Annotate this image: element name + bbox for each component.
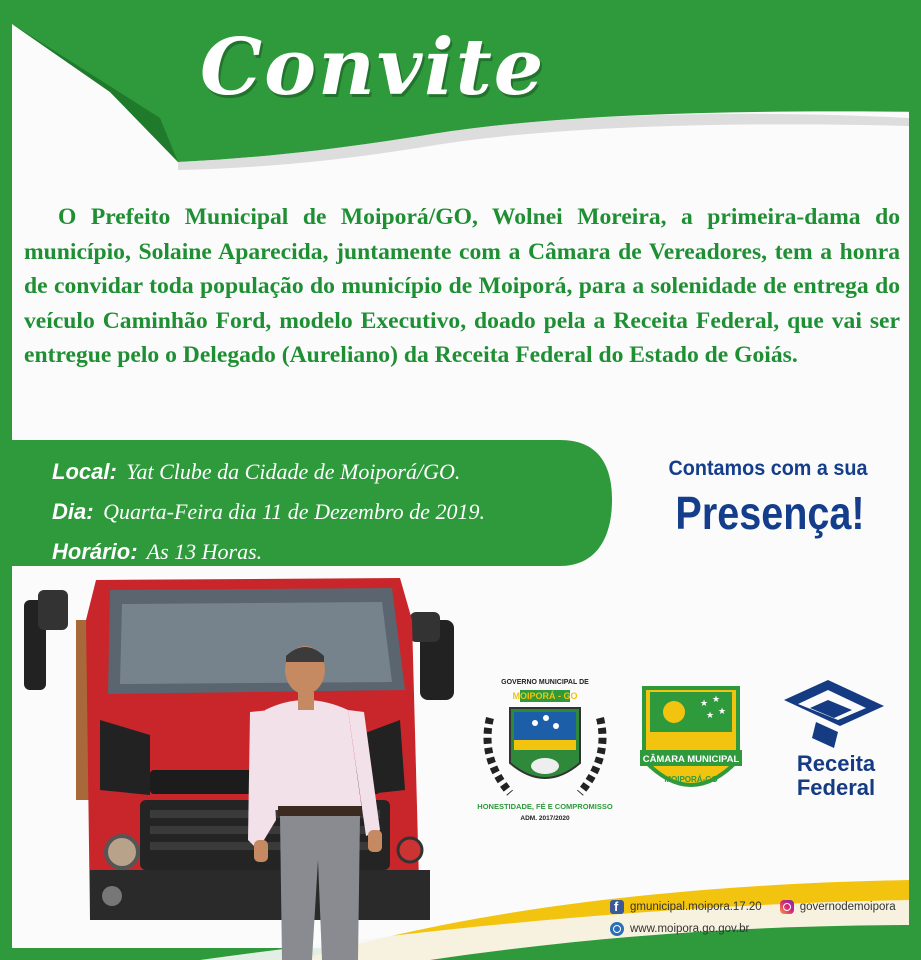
footer-social-row [610, 896, 896, 918]
globe-icon [610, 922, 624, 936]
governo-adm-text: ADM. 2017/2020 [520, 815, 570, 822]
svg-text:★: ★ [718, 707, 727, 717]
footer-contacts [610, 896, 896, 940]
governo-top-text: GOVERNO MUNICIPAL DE [501, 679, 589, 686]
facebook-icon [610, 900, 624, 914]
receita-line-2: Federal [796, 775, 876, 800]
location-value: Yat Clube da Cidade de Moiporá/GO. [126, 459, 461, 484]
event-details [52, 452, 485, 572]
date-value: Quarta-Feira dia 11 de Dezembro de 2019. [103, 499, 485, 524]
facebook-handle[interactable]: gmunicipal.moipora.17.20 [630, 901, 762, 913]
invitation-paragraph: O Prefeito Municipal de Moiporá/GO, Wolnei Moreira, a primeira-dama do município, Solaine Aparecida, juntamente com a Câmara de Vereadores, tem a honra de convidar toda população do município de Moiporá, para a solenidade de entrega do veículo Caminhão Ford, modelo Executivo, doado pela a Receita Federal, que vai ser entregue pelo o Delegado (Aureliano) da Receita Federal do Estado de Goiás. [24, 204, 900, 368]
date-row [52, 492, 485, 532]
cta-line-2: Presença! [675, 487, 865, 539]
governo-name-text: MOIPORÁ - GO [512, 691, 578, 701]
svg-text:★: ★ [712, 695, 721, 705]
time-value: As 13 Horas. [146, 539, 263, 564]
svg-text:★: ★ [706, 711, 715, 721]
website-link[interactable]: www.moipora.go.gov.br [630, 923, 750, 935]
camara-name-text: CÂMARA MUNICIPAL [642, 754, 740, 765]
time-label: Horário: [52, 539, 138, 564]
footer-web-row [610, 918, 896, 940]
instagram-icon [780, 900, 794, 914]
truck-photo [0, 560, 470, 960]
governo-municipal-logo [470, 668, 620, 828]
receita-line-1: Receita [796, 751, 876, 776]
camara-city-text: MOIPORÁ-GO [664, 775, 718, 784]
governo-motto-text: HONESTIDADE, FÉ E COMPROMISSO [477, 802, 613, 811]
receita-federal-logo [776, 678, 896, 750]
receita-federal-text [776, 752, 896, 800]
instagram-handle[interactable]: governodemoipora [799, 901, 896, 913]
invitation-title: Convite [200, 22, 546, 113]
svg-text:★: ★ [700, 699, 709, 709]
date-label: Dia: [52, 499, 94, 524]
cta-line-1: Contamos com a sua [668, 456, 868, 480]
location-label: Local: [52, 459, 117, 484]
location-row [52, 452, 485, 492]
camara-municipal-logo [636, 680, 746, 810]
